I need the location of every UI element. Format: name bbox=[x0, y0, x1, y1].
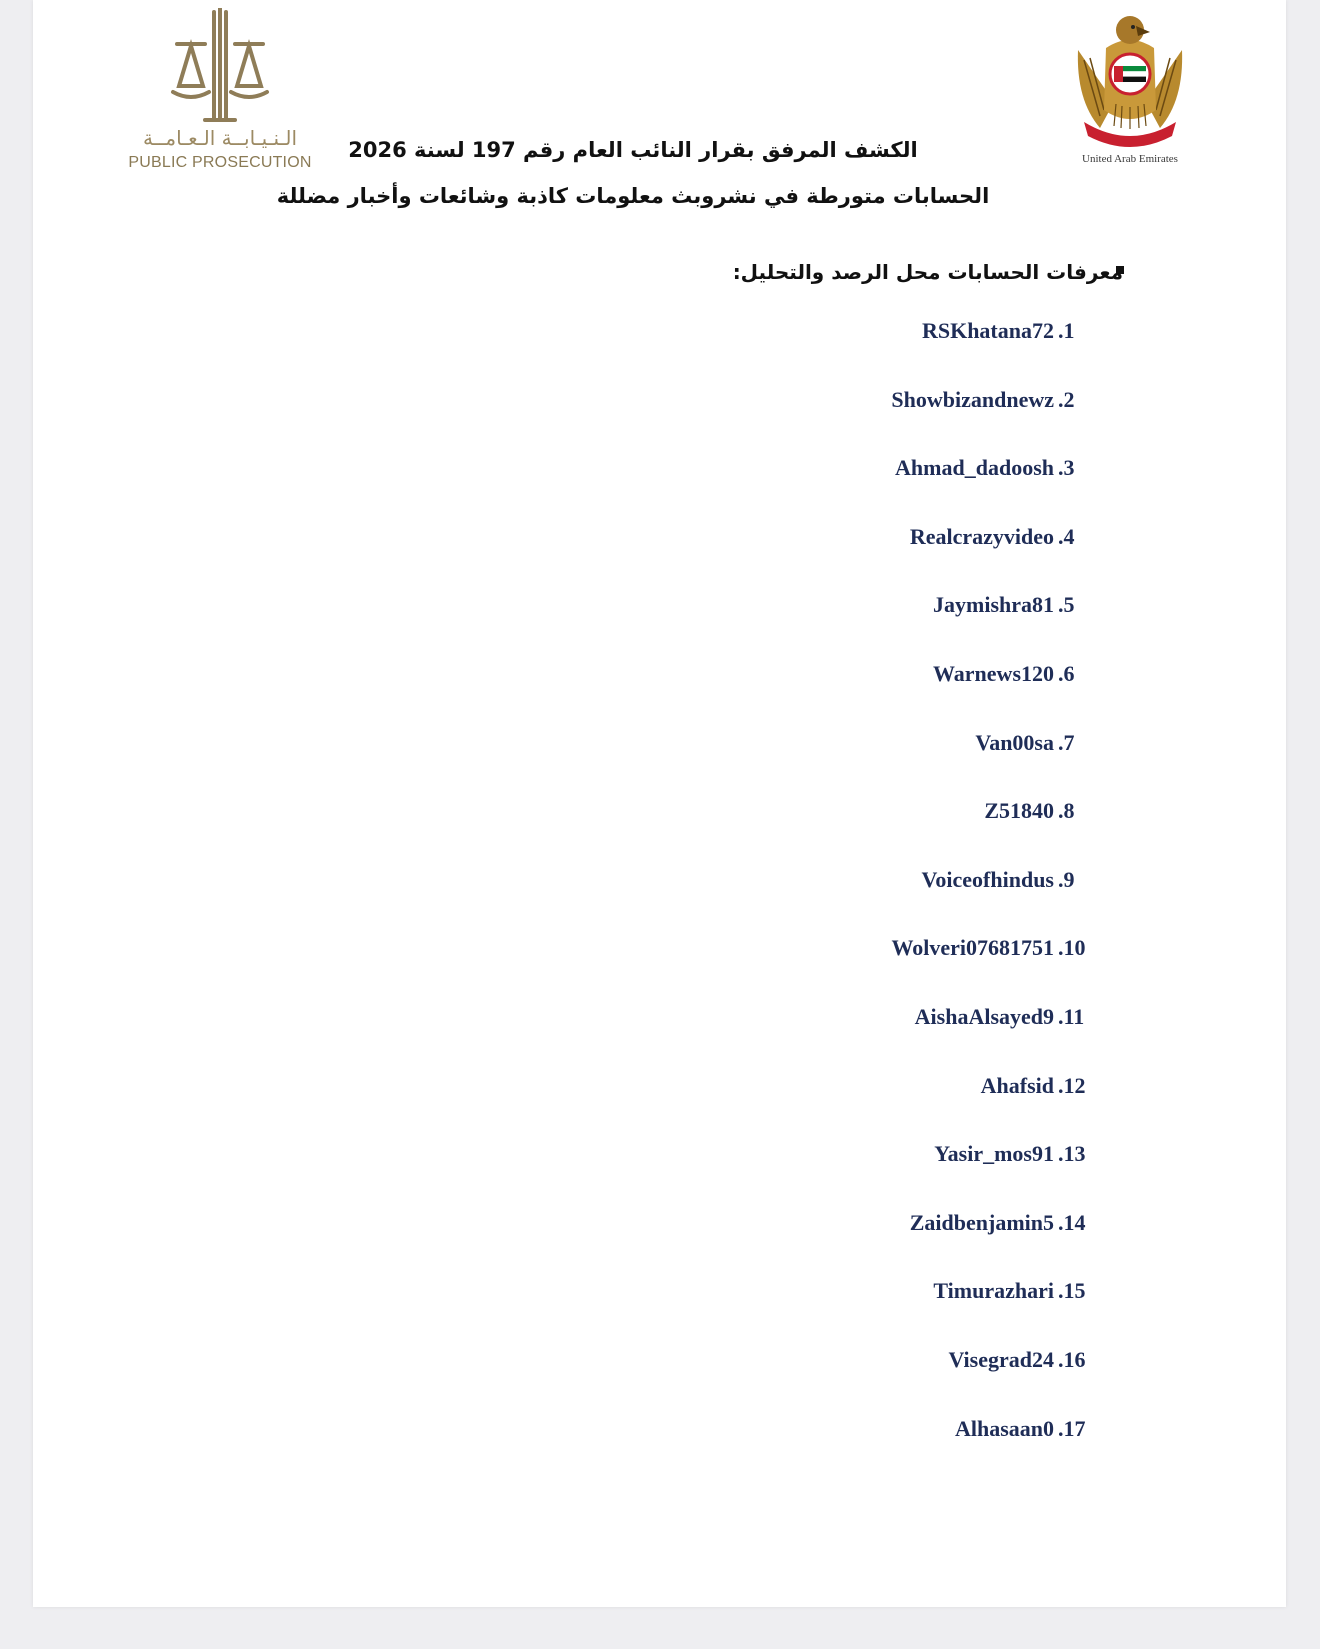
account-handle: Timurazhari bbox=[933, 1278, 1054, 1304]
account-handle: Ahafsid bbox=[980, 1072, 1054, 1098]
list-item bbox=[793, 387, 1098, 456]
list-item bbox=[793, 935, 1098, 1004]
list-item bbox=[793, 1210, 1098, 1279]
account-handle: Voiceofhindus bbox=[921, 866, 1054, 892]
list-number: .6 bbox=[1058, 660, 1075, 686]
list-number: .11 bbox=[1058, 1003, 1085, 1029]
list-number: .17 bbox=[1058, 1415, 1086, 1441]
list-number: .9 bbox=[1058, 866, 1075, 892]
list-item bbox=[793, 592, 1098, 661]
list-item bbox=[793, 798, 1098, 867]
account-handle: Showbizandnewz bbox=[891, 386, 1054, 412]
list-item bbox=[793, 1004, 1098, 1073]
list-number: .4 bbox=[1058, 523, 1075, 549]
list-item bbox=[793, 1278, 1098, 1347]
document-title: الكشف المرفق بقرار النائب العام رقم 197 لسنة 2026 bbox=[348, 138, 918, 162]
account-handle: Zaidbenjamin5 bbox=[909, 1209, 1054, 1235]
list-number: .10 bbox=[1058, 935, 1086, 961]
org-english-name: PUBLIC PROSECUTION bbox=[128, 154, 312, 171]
uae-emblem-logo bbox=[1065, 10, 1195, 170]
list-item bbox=[793, 524, 1098, 593]
list-item bbox=[793, 1347, 1098, 1416]
account-handle: Realcrazyvideo bbox=[909, 523, 1054, 549]
list-number: .8 bbox=[1058, 798, 1075, 824]
account-handle: Z51840 bbox=[984, 798, 1054, 824]
list-number: .16 bbox=[1058, 1346, 1086, 1372]
list-number: .7 bbox=[1058, 729, 1075, 755]
list-number: .5 bbox=[1058, 592, 1075, 618]
list-item bbox=[793, 1141, 1098, 1210]
account-handle: Alhasaan0 bbox=[954, 1415, 1054, 1441]
list-item bbox=[793, 318, 1098, 387]
list-item bbox=[793, 455, 1098, 524]
account-handle: RSKhatana72 bbox=[921, 318, 1054, 343]
document-subtitle: الحسابات متورطة في نشروبث معلومات كاذبة وشائعات وأخبار مضللة bbox=[276, 184, 990, 208]
document-page bbox=[33, 0, 1286, 1607]
list-number: .1 bbox=[1058, 318, 1075, 343]
list-item bbox=[793, 867, 1098, 936]
account-handle: Warnews120 bbox=[933, 660, 1054, 686]
account-handle: Van00sa bbox=[975, 729, 1054, 755]
falcon-emblem-icon bbox=[1070, 10, 1190, 150]
account-handle: AishaAlsayed9 bbox=[914, 1003, 1054, 1029]
account-handle: Wolveri07681751 bbox=[891, 935, 1054, 961]
list-item bbox=[793, 730, 1098, 799]
emblem-caption: United Arab Emirates bbox=[1082, 153, 1178, 165]
list-number: .13 bbox=[1058, 1141, 1086, 1167]
account-handle: Jaymishra81 bbox=[933, 592, 1054, 618]
section-heading: معرفات الحسابات محل الرصد والتحليل: bbox=[732, 260, 1123, 284]
list-number: .12 bbox=[1058, 1072, 1086, 1098]
list-number: .15 bbox=[1058, 1278, 1086, 1304]
list-item bbox=[793, 1073, 1098, 1142]
account-handle: Yasir_mos91 bbox=[934, 1141, 1054, 1167]
account-handle: Ahmad_dadoosh bbox=[895, 455, 1054, 481]
account-list bbox=[793, 318, 1098, 1484]
public-prosecution-logo bbox=[110, 8, 330, 178]
list-number: .2 bbox=[1058, 386, 1075, 412]
scales-of-justice-icon bbox=[165, 8, 275, 123]
list-item bbox=[793, 1416, 1098, 1485]
account-handle: Visegrad24 bbox=[948, 1346, 1054, 1372]
list-number: .14 bbox=[1058, 1209, 1086, 1235]
org-arabic-name: الـنـيـابــة الـعـامــة bbox=[142, 126, 298, 150]
list-item bbox=[793, 661, 1098, 730]
list-number: .3 bbox=[1058, 455, 1075, 481]
